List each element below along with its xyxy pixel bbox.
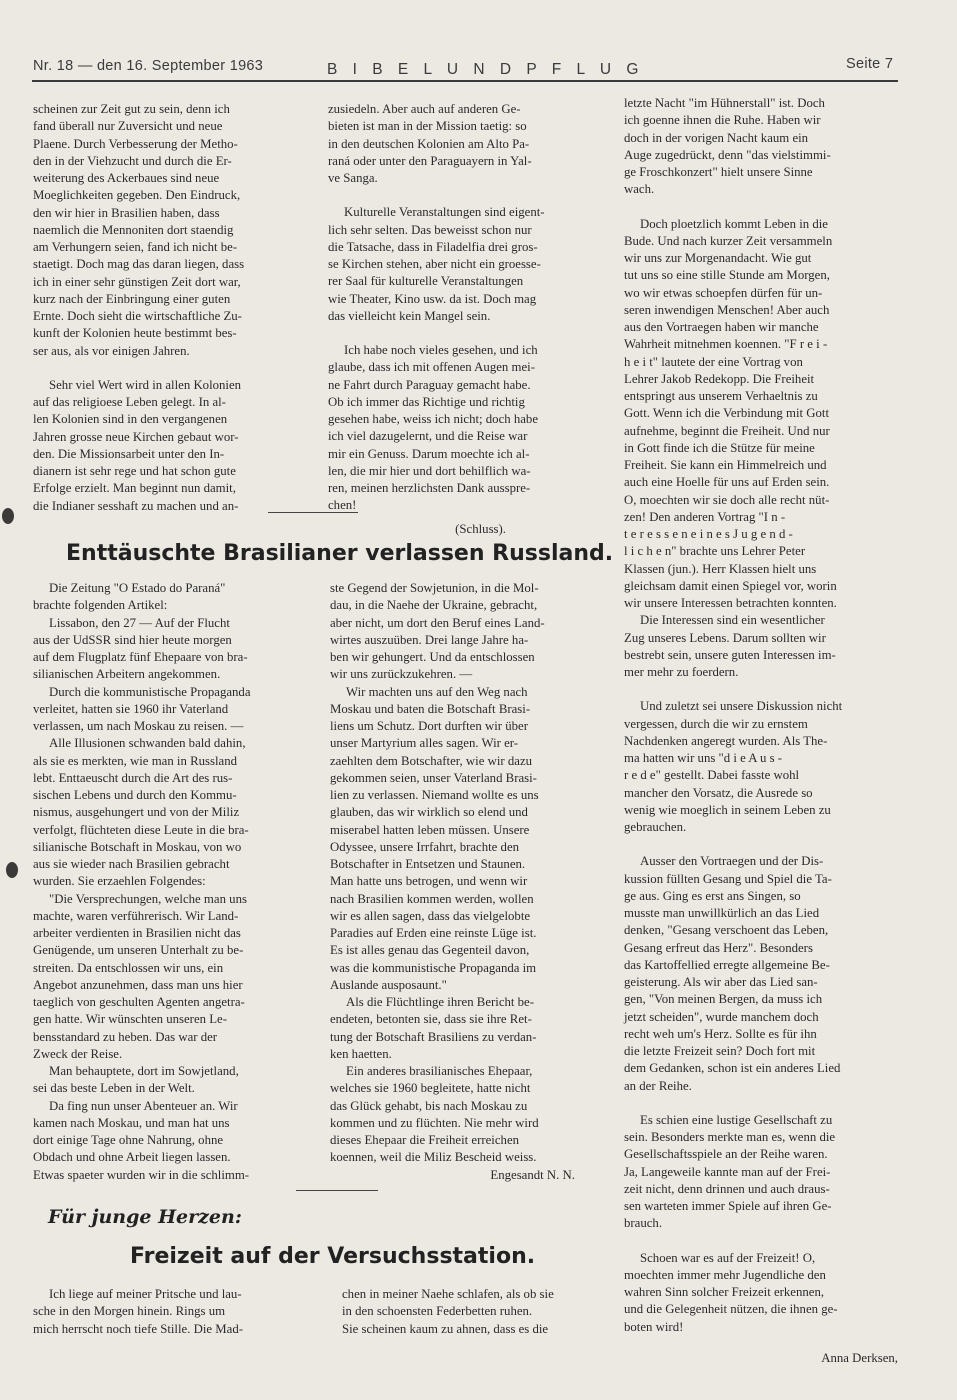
paragraph: letzte Nacht "im Hühnerstall" ist. Doch ich goenne ihnen die Ruhe. Haben wir doch in der vorigen Nacht kaum ein Auge zugedrückt, denn "das vielstimmi- ge Froschkonzert" hielt unsere Sinne wach. [624, 96, 831, 197]
paragraph: Ausser den Vortraegen und der Dis- kussion füllten Gesang und Spiel die Ta- ge aus. Ging es erst ans Singen, so musste man unwillkürlich an das Lied denken, "Gesang verschoent das Leben, Gesang erfreut das Herz". Besonders das Kartoffellied erregte allgemeine Be- geisterung. Als wir aber das Lied san- gen, "Von meinen Bergen, da muss ich jetzt scheiden", wurde manchem doch recht weh um's Herz. Sollte es für ihn die letzte Freizeit sein? Doch fort mit dem Gedanken, schon ist ein anderes Lied an der Reihe. [624, 854, 841, 1093]
author-signature: Anna Derksen, [821, 1350, 898, 1365]
top-column-2 [328, 101, 606, 538]
paragraph: Als die Flüchtlinge ihren Bericht be- endeten, betonten sie, dass sie ihre Ret- tung der Botschaft Brasiliens zu verdan- ken haetten. [330, 995, 537, 1061]
punch-hole [6, 862, 18, 878]
paragraph: Die Zeitung "O Estado do Paraná" brachte folgenden Artikel: [33, 581, 226, 613]
paragraph: Schoen war es auf der Freizeit! O, moechten immer mehr Jugendliche den wahren Sinn solcher Freizeit erkennen, und die Gelegenheit nützen, die ihnen ge- boten wird! [624, 1250, 838, 1334]
closing-note: (Schluss). [455, 521, 506, 536]
paragraph: Sehr viel Wert wird in allen Kolonien auf das religioese Leben gelegt. In al- len Kolonien sind in den vergangenen Jahren grosse neue Kirchen gebaut wor- den. Die Missionsarbeit unter den In- dianern ist sehr rege und hat schon gute Erfolge erzielt. Man beginnt nun damit, die Indianer sesshaft zu machen und an- [33, 377, 242, 513]
paragraph: Alle Illusionen schwanden bald dahin, als sie es merkten, wie man in Russland lebt. Enttaeuscht durch die Art des rus- sischen Lebens und durch den Kommu- nismus, ausgehungert und von der Miliz verfolgt, flüchteten diese Leute in die bra- silianische Botschaft in Moskau, von wo aus sie wieder nach Brasilien gebracht wurden. Sie erzaehlen Folgendes: [33, 736, 249, 889]
paragraph: Durch die kommunistische Propaganda verleitet, hatten sie 1960 ihr Vaterland verlassen, um nach Moskau zu reisen. — [33, 684, 251, 733]
header-rule [32, 80, 898, 82]
paragraph: zusiedeln. Aber auch auf anderen Ge- bieten ist man in der Mission taetig: so in den deutschen Kolonien am Alto Pa- raná oder unter den Paraguayern in Yal- ve Sanga. [328, 102, 532, 185]
paragraph: Kulturelle Veranstaltungen sind eigent- lich sehr selten. Das beweisst schon nur die Tatsache, dass in Filadelfia drei gros- se Kirchen stehen, aber nicht ein groesse- rer Saal für kulturelle Veranstaltungen wie Theater, Kino usw. da ist. Doch mag das vielleicht kein Mangel sein. [328, 205, 545, 323]
top-column-1 [33, 101, 309, 515]
paragraph: Ein anderes brasilianisches Ehepaar, welches sie 1960 begleitete, hatte nicht das Glück gehabt, bis nach Moskau zu kommen und zu flüchten. Nie mehr wird dieses Ehepaar die Freiheit erreichen koennen, weil die Miliz Bescheid weiss. [330, 1064, 539, 1165]
paragraph: Es schien eine lustige Gesellschaft zu sein. Besonders merkte man es, wenn die Gesellschaftsspiele an der Reihe waren. Ja, Langeweile kannte man auf der Frei- zeit nicht, denn drinnen und auch draus- sen warteten immer Spiele auf ihren Ge- brauch. [624, 1112, 836, 1231]
article2-column-1 [33, 1286, 311, 1338]
article-headline: Freizeit auf der Versuchsstation. [130, 1244, 536, 1269]
paragraph: Wir machten uns auf den Weg nach Moskau und baten die Botschaft Brasi- liens um Schutz. Dort durften wir über unser Martyrium alles sagen. Wir er- zaehlten dem Botschafter, wie wir dazu gekommen seien, unser Vaterland Brasi- lien zu verlassen. Niemand wollte es uns glauben, das wir wirklich so elend und miserabel hatten leben müssen. Unsere Odyssee, unsere Irrfahrt, brachte den Botschafter in Entsetzen und Staunen. Man hatte uns betrogen, und wenn wir nach Brasilien kommen werden, wollen wir es allen sagen, dass das vielgelobte Paradies auf Erden eine reinste Lüge ist. Es ist alles genau das Gegenteil davon, was die kommunistische Propaganda im Auslande ausposaunt." [330, 684, 539, 992]
paragraph: chen in meiner Naehe schlafen, als ob sie in den schoensten Federbetten ruhen. Sie scheinen kaum zu ahnen, dass es die [342, 1287, 554, 1336]
page-number: Seite 7 [846, 56, 894, 72]
newspaper-title: B I B E L U N D P F L U G [327, 61, 644, 78]
separator [296, 1190, 378, 1191]
paragraph: Doch ploetzlich kommt Leben in die Bude. Und nach kurzer Zeit versammeln wir uns zur Morgenandacht. Wie gut tut uns so eine stille Stunde am Morgen, wo wir etwas schoepfen dürfen für un- seren inwendigen Menschen! Aber auch aus den Vortraegen haben wir manche Wahrheit mitnehmen koennen. "F r e i - h e i t" lautete der eine Vortrag von Lehrer Jakob Redekopp. Die Freiheit entspringt aus unserem Verhaeltnis zu Gott. Wenn ich die Verbindung mit Gott aufnehme, beginnt die Freiheit. Und nur in Gott finde ich die Stütze für meine Freiheit. Sie kann ein Himmelreich und auch eine Hoelle für uns auf Erden sein. O, moechten wir sie doch alle recht nüt- zen! Den anderen Vortrag "I n - t e r e s s e n e i n e s J u g e n d - l i c h e n" brachte uns Lehrer Peter Klassen (jun.). Herr Klassen hielt uns gleichsam damit einen Spiegel vor, worin wir unsere Interessen betrachten konnten. [624, 216, 837, 610]
article1-column-1 [33, 580, 311, 1184]
paragraph: Ich liege auf meiner Pritsche und lau- sche in den Morgen hinein. Rings um mich herrscht noch tiefe Stille. Die Mad- [33, 1287, 244, 1336]
issue-line: Nr. 18 — den 16. September 1963 [33, 58, 264, 74]
paragraph: Man behauptete, dort im Sowjetland, sei das beste Leben in der Welt. [33, 1064, 239, 1096]
paragraph: Die Interessen sind ein wesentlicher Zug unseres Lebens. Darum sollten wir bestrebt sein, unsere guten Interessen im- mer mehr zu foerdern. [624, 613, 836, 679]
punch-hole [2, 508, 14, 524]
section-kicker: Für junge Herzen: [48, 1206, 242, 1228]
paragraph: Da fing nun unser Abenteuer an. Wir kamen nach Moskau, und man hat uns dort einige Tage ohne Nahrung, ohne Obdach und ohne Arbeit liegen lassen. Etwas spaeter wurden wir in die schlimm- [33, 1098, 250, 1182]
separator [268, 512, 358, 513]
paragraph: Lissabon, den 27 — Auf der Flucht aus der UdSSR sind hier heute morgen auf dem Flugplatz fünf Ehepaare von bra- silianischen Arbeitern angekommen. [33, 615, 248, 682]
right-column [624, 95, 914, 1367]
paragraph: Und zuletzt sei unsere Diskussion nicht vergessen, durch die wir zu ernstem Nachdenken angeregt wurden. Als The- ma hatten wir uns "d i e A u s - r e d e" gestellt. Dabei fasste wohl mancher den Vorsatz, die Ausrede so wenig wie moeglich in seinem Leben zu gebrauchen. [624, 699, 843, 834]
article2-column-2 [342, 1286, 620, 1338]
author-signature: Engesandt N. N. [490, 1167, 575, 1182]
paragraph: ste Gegend der Sowjetunion, in die Mol- dau, in die Naehe der Ukraine, gebracht, aber nicht, um dort den Beruf eines Land- wirtes auszuüben. Drei lange Jahre ha- ben wir gehungert. Und da entschlossen wir uns zurückzukehren. — [330, 581, 545, 682]
paragraph: Ich habe noch vieles gesehen, und ich glaube, dass ich mit offenen Augen mei- ne Fahrt durch Paraguay gemacht habe. Ob ich immer das Richtige und richtig gesehen habe, weiss ich nicht; doch habe ich viel dazugelernt, und die Reise war mir ein Genuss. Darum moechte ich al- len, die mir hier und dort behilflich wa- ren, meinen herzlichsten Dank ausspre- chen! [328, 343, 539, 513]
article-headline: Enttäuschte Brasilianer verlassen Russland. [66, 541, 614, 566]
article1-column-2 [330, 580, 613, 1184]
paragraph: scheinen zur Zeit gut zu sein, denn ich fand überall nur Zuversicht und neue Plaene. Durch Verbesserung der Metho- den in der Viehzucht und durch die Er- weiterung des Ackerbaues sind neue Moeglichkeiten gegeben. Den Eindruck, den wir hier in Brasilien haben, dass naemlich die Mennoniten dort staendig am Verhungern seien, fand ich nicht be- staetigt. Doch mag das daran liegen, dass ich in einer sehr günstigen Zeit dort war, kurz nach der Einbringung einer guten Ernte. Doch sieht die wirtschaftliche Zu- kunft der Kolonien heute bestimmt bes- ser aus, als vor einigen Jahren. [33, 102, 245, 358]
paragraph: "Die Versprechungen, welche man uns machte, waren verführerisch. Wir Land- arbeiter verdienten in Brasilien nicht das Genügende, um unseren Unterhalt zu be- streiten. Da entschlossen wir uns, ein Angebot anzunehmen, dass man uns hier taeglich von geschulten Agenten angetra- gen hatte. Wir wünschten unseren Le- bensstandard zu heben. Das war der Zweck der Reise. [33, 891, 247, 1061]
